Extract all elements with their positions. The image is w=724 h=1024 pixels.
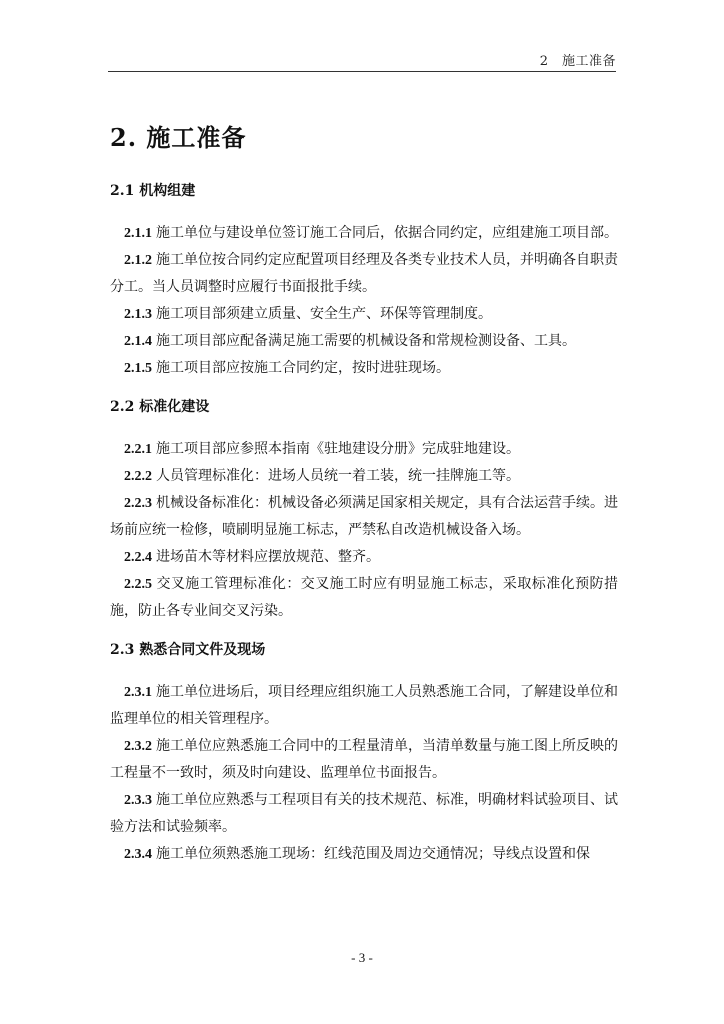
clause-text: 进场苗木等材料应摆放规范、整齐。 <box>156 549 380 565</box>
clause-text: 施工单位与建设单位签订施工合同后，依据合同约定，应组建施工项目部。 <box>156 225 618 241</box>
clause-text: 施工项目部应参照本指南《驻地建设分册》完成驻地建设。 <box>156 441 520 457</box>
paragraph <box>110 247 618 301</box>
page-number: - 3 - <box>351 950 373 965</box>
header-rule <box>108 71 616 72</box>
clause-text: 施工单位须熟悉施工现场：红线范围及周边交通情况；导线点设置和保 <box>156 846 590 862</box>
clause-text: 人员管理标准化：进场人员统一着工装，统一挂牌施工等。 <box>156 468 520 484</box>
section-title: 2.1 机构组建 <box>110 183 196 199</box>
paragraph <box>110 679 618 733</box>
paragraph <box>110 328 618 355</box>
clause-number: 2.2.3 <box>124 496 152 511</box>
section-title: 2.2 标准化建设 <box>110 399 210 415</box>
clause-number: 2.1.1 <box>124 226 152 241</box>
clause-number: 2.3.1 <box>124 685 152 700</box>
clause-text: 施工单位应熟悉与工程项目有关的技术规范、标准，明确材料试验项目、试验方法和试验频率。 <box>110 792 618 835</box>
clause-text: 交叉施工管理标准化：交叉施工时应有明显施工标志，采取标准化预防措施，防止各专业间交叉污染。 <box>110 576 618 619</box>
paragraph <box>110 490 618 544</box>
chapter-title: 2. 施工准备 <box>110 123 247 152</box>
clause-number: 2.1.3 <box>124 307 152 322</box>
running-header: 2 施工准备 <box>539 54 616 69</box>
paragraph <box>110 301 618 328</box>
paragraph <box>110 841 618 868</box>
paragraph <box>110 436 618 463</box>
clause-number: 2.3.4 <box>124 847 152 862</box>
clause-number: 2.2.1 <box>124 442 152 457</box>
paragraph <box>110 544 618 571</box>
clause-number: 2.2.5 <box>124 577 152 592</box>
clause-text: 施工项目部须建立质量、安全生产、环保等管理制度。 <box>156 306 492 322</box>
clause-number: 2.3.3 <box>124 793 152 808</box>
paragraph <box>110 355 618 382</box>
clause-text: 机械设备标准化：机械设备必须满足国家相关规定，具有合法运营手续。进场前应统一检修，喷刷明显施工标志，严禁私自改造机械设备入场。 <box>110 495 618 538</box>
clause-number: 2.2.2 <box>124 469 152 484</box>
paragraph <box>110 733 618 787</box>
paragraph <box>110 463 618 490</box>
document-body <box>110 180 618 868</box>
clause-text: 施工单位进场后，项目经理应组织施工人员熟悉施工合同，了解建设单位和监理单位的相关管理程序。 <box>110 684 618 727</box>
clause-text: 施工单位按合同约定应配置项目经理及各类专业技术人员，并明确各自职责分工。当人员调整时应履行书面报批手续。 <box>110 252 618 295</box>
paragraph <box>110 220 618 247</box>
clause-text: 施工项目部应按施工合同约定，按时进驻现场。 <box>156 360 450 376</box>
clause-number: 2.1.4 <box>124 334 152 349</box>
paragraph <box>110 571 618 625</box>
clause-number: 2.1.5 <box>124 361 152 376</box>
section-title: 2.3 熟悉合同文件及现场 <box>110 642 266 658</box>
clause-text: 施工单位应熟悉施工合同中的工程量清单，当清单数量与施工图上所反映的工程量不一致时，须及时向建设、监理单位书面报告。 <box>110 738 618 781</box>
clause-number: 2.2.4 <box>124 550 152 565</box>
clause-number: 2.1.2 <box>124 253 152 268</box>
clause-number: 2.3.2 <box>124 739 152 754</box>
paragraph <box>110 787 618 841</box>
clause-text: 施工项目部应配备满足施工需要的机械设备和常规检测设备、工具。 <box>156 333 576 349</box>
